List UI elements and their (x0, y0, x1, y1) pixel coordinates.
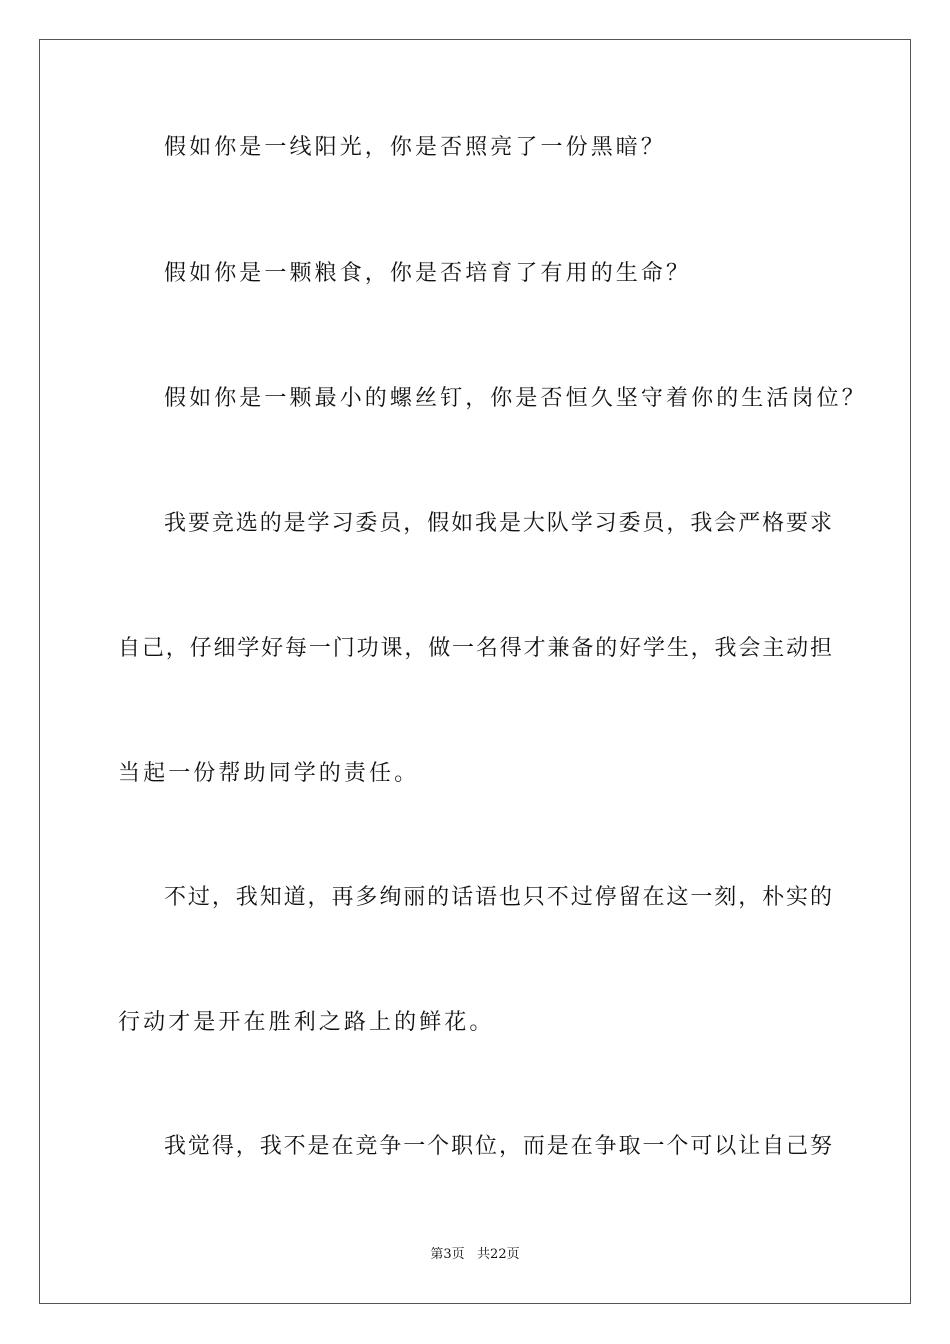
paragraph-4-line-3: 当起一份帮助同学的责任。 (118, 761, 420, 786)
paragraph-4-line-2: 自己，仔细学好每一门功课，做一名得才兼备的好学生，我会主动担 (118, 636, 832, 661)
paragraph-3-line-1: 假如你是一颗最小的螺丝钉，你是否恒久坚守着你的生活岗位？ (164, 386, 867, 411)
paragraph-5-line-2: 行动才是开在胜利之路上的鲜花。 (118, 1010, 495, 1035)
paragraph-5-line-1: 不过，我知道，再多绚丽的话语也只不过停留在这一刻，朴实的 (164, 885, 832, 910)
paragraph-4-line-1: 我要竞选的是学习委员，假如我是大队学习委员，我会严格要求 (164, 511, 832, 536)
paragraph-2-line-1: 假如你是一颗粮食，你是否培育了有用的生命？ (164, 261, 692, 286)
paragraph-1-line-1: 假如你是一线阳光，你是否照亮了一份黑暗？ (164, 135, 667, 160)
page-frame (39, 39, 911, 1304)
page-footer: 第3页 共22页 (430, 1247, 520, 1262)
paragraph-6-line-1: 我觉得，我不是在竞争一个职位，而是在争取一个可以让自己努 (164, 1134, 832, 1159)
